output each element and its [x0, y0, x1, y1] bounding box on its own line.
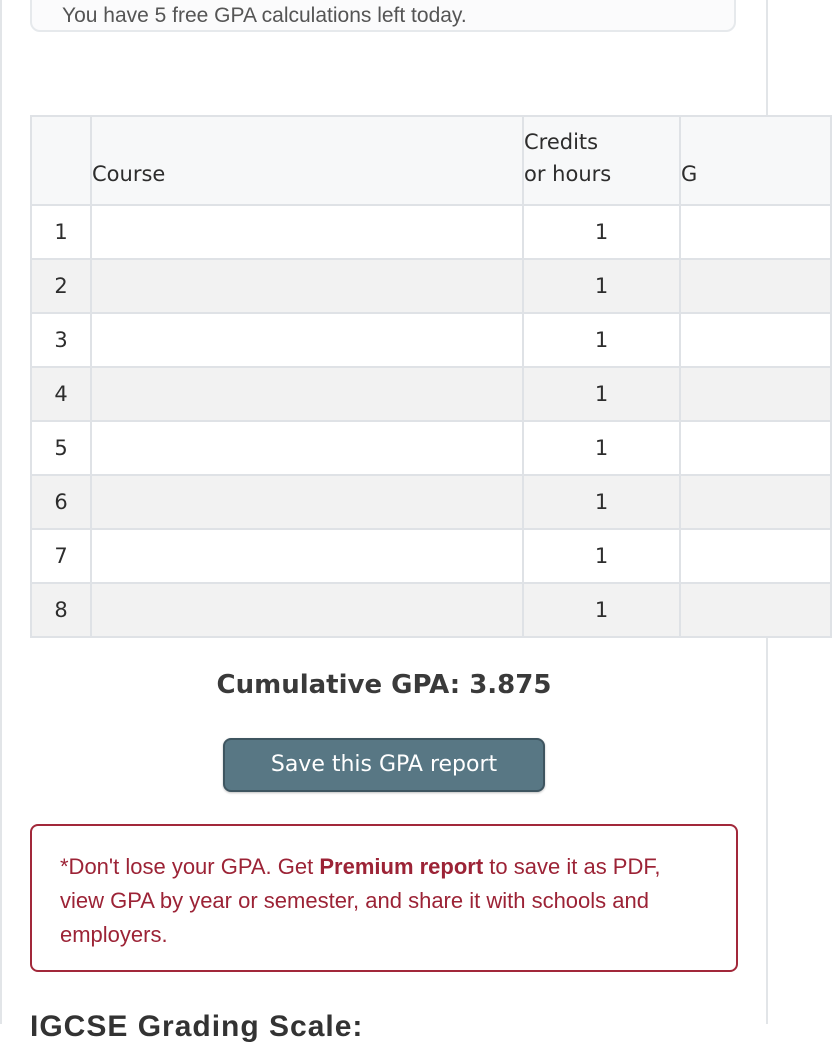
save-gpa-report-button[interactable]: Save this GPA report [223, 738, 545, 792]
credits-input[interactable]: 1 [523, 313, 680, 367]
grade-select[interactable] [680, 529, 831, 583]
course-input[interactable] [91, 259, 523, 313]
grade-select[interactable] [680, 583, 831, 637]
table-row [31, 313, 831, 367]
course-input[interactable] [91, 529, 523, 583]
table-row [31, 205, 831, 259]
credits-input[interactable]: 1 [523, 529, 680, 583]
credits-input[interactable]: 1 [523, 259, 680, 313]
row-number: 2 [31, 259, 91, 313]
calculations-notice [30, 0, 736, 32]
credits-input[interactable]: 1 [523, 475, 680, 529]
premium-text-prefix: *Don't lose your GPA. Get [60, 854, 320, 879]
header-grade: G [680, 116, 831, 205]
credits-input[interactable]: 1 [523, 583, 680, 637]
credits-input[interactable]: 1 [523, 205, 680, 259]
row-number: 4 [31, 367, 91, 421]
table-row [31, 529, 831, 583]
row-number: 8 [31, 583, 91, 637]
header-credits [523, 116, 680, 205]
cumulative-gpa: Cumulative GPA: 3.875 [216, 670, 552, 700]
credits-input[interactable]: 1 [523, 421, 680, 475]
header-credits-line1: Credits [524, 130, 599, 154]
course-input[interactable] [91, 313, 523, 367]
grade-select[interactable] [680, 313, 831, 367]
grade-select[interactable] [680, 421, 831, 475]
course-input[interactable] [91, 583, 523, 637]
row-number: 1 [31, 205, 91, 259]
course-input[interactable] [91, 421, 523, 475]
table-header-row [31, 116, 831, 205]
left-border [0, 0, 2, 1024]
grading-scale-heading: IGCSE Grading Scale: [30, 1010, 364, 1043]
row-number: 5 [31, 421, 91, 475]
table-row [31, 421, 831, 475]
row-number: 6 [31, 475, 91, 529]
course-input[interactable] [91, 475, 523, 529]
header-number [31, 116, 91, 205]
table-row [31, 259, 831, 313]
row-number: 7 [31, 529, 91, 583]
premium-report-link[interactable]: Premium report [319, 854, 484, 879]
grade-select[interactable] [680, 205, 831, 259]
table-row [31, 475, 831, 529]
table-body [31, 205, 831, 637]
credits-input[interactable]: 1 [523, 367, 680, 421]
notice-text: You have 5 free GPA calculations left today. [62, 4, 467, 27]
table-row [31, 583, 831, 637]
premium-notice [30, 824, 738, 972]
header-course: Course [91, 116, 523, 205]
row-number: 3 [31, 313, 91, 367]
course-input[interactable] [91, 367, 523, 421]
grade-select[interactable] [680, 259, 831, 313]
course-input[interactable] [91, 205, 523, 259]
grade-select[interactable] [680, 367, 831, 421]
gpa-table [30, 115, 832, 638]
grade-select[interactable] [680, 475, 831, 529]
table-row [31, 367, 831, 421]
gpa-table-container[interactable] [30, 115, 737, 638]
header-credits-line2: or hours [524, 162, 612, 186]
premium-text-suffix: to save it as PDF, view GPA by year or semester, and share it with schools and employers. [60, 854, 661, 947]
